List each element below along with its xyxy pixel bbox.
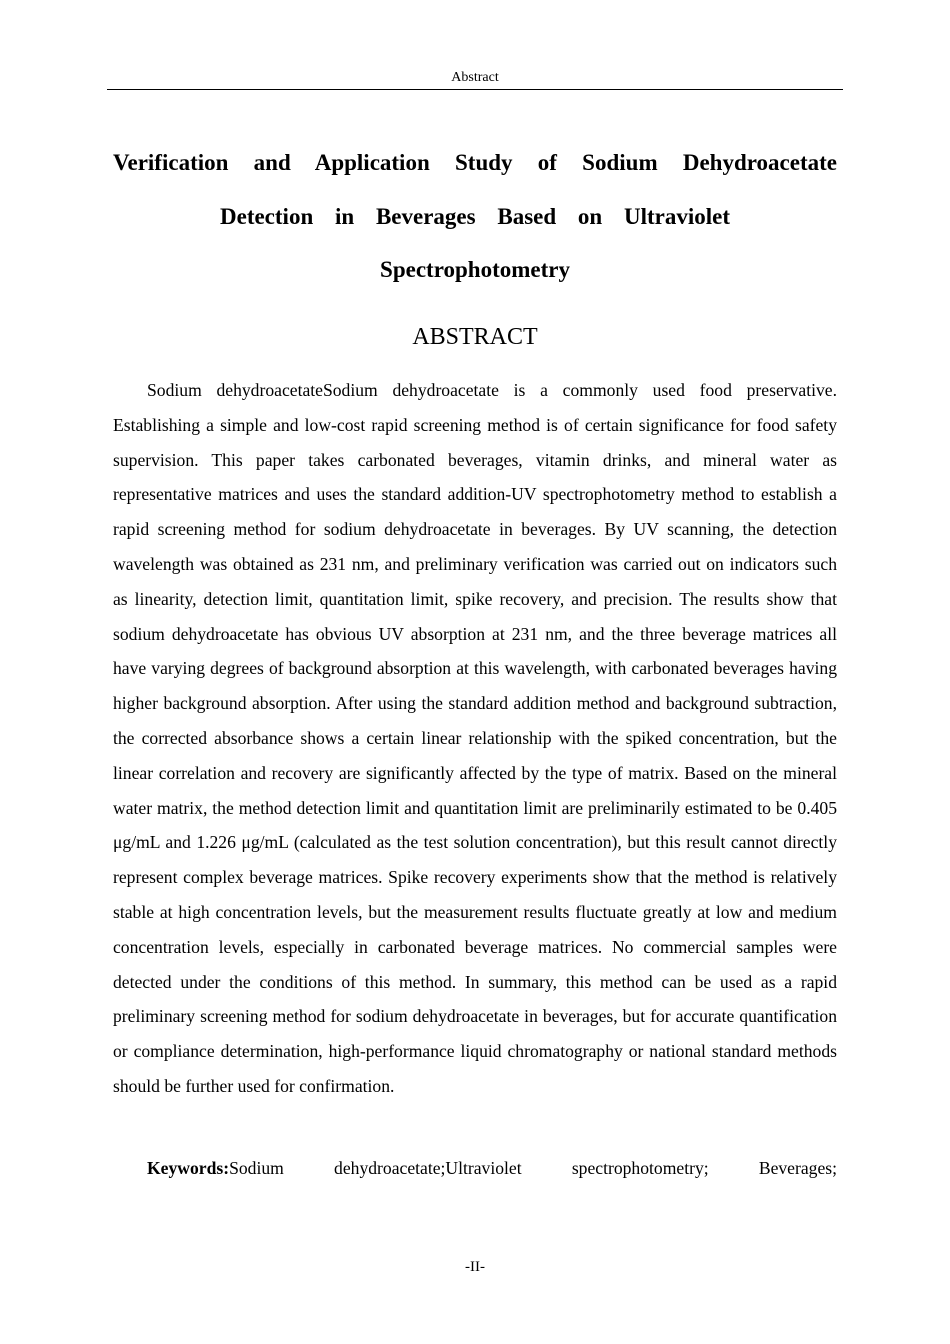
abstract-heading: ABSTRACT — [412, 324, 538, 350]
paper-title — [113, 136, 837, 297]
running-header: Abstract — [107, 69, 843, 90]
page-number: -II- — [465, 1259, 485, 1275]
abstract-body: Sodium dehydroacetateSodium dehydroacetate is a commonly used food preservative. Establishing a simple and low-cost rapid screening method is of certain significance for food safety supervision. This paper takes carbonated beverages, vitamin drinks, and mineral water as representative matrices and uses the standard addition-UV spectrophotometry method to establish a rapid screening method for sodium dehydroacetate in beverages. By UV scanning, the detection wavelength was obtained as 231 nm, and preliminary verification was carried out on indicators such as linearity, detection limit, quantitation limit, spike recovery, and precision. The results show that sodium dehydroacetate has obvious UV absorption at 231 nm, and the three beverage matrices all have varying degrees of background absorption at this wavelength, with carbonated beverages having higher background absorption. After using the standard addition method and background subtraction, the corrected absorbance shows a certain linear relationship with the spiked concentration, but the linear correlation and recovery are significantly affected by the type of matrix. Based on the mineral water matrix, the method detection limit and quantitation limit are preliminarily estimated to be 0.405 μg/mL and 1.226 μg/mL (calculated as the test solution concentration), but this result cannot directly represent complex beverage matrices. Spike recovery experiments show that the method is relatively stable at high concentration levels, but the measurement results fluctuate greatly at low and medium concentration levels, especially in carbonated beverage matrices. No commercial samples were detected under the conditions of this method. In summary, this method can be used as a rapid preliminary screening method for sodium dehydroacetate in beverages, but for accurate quantification or compliance determination, high-performance liquid chromatography or national standard methods should be further used for confirmation. — [113, 380, 837, 1096]
title-line-1: Verification and Application Study of Sodium Dehydroacetate — [113, 150, 837, 175]
keywords-line — [113, 1151, 837, 1186]
keywords-label: Keywords: — [147, 1158, 230, 1178]
title-line-2: Detection in Beverages Based on Ultraviolet — [220, 203, 730, 229]
keywords-text: Sodium dehydroacetate;Ultraviolet spectrophotometry; Beverages; — [229, 1158, 837, 1178]
title-line-3: Spectrophotometry — [380, 257, 570, 282]
